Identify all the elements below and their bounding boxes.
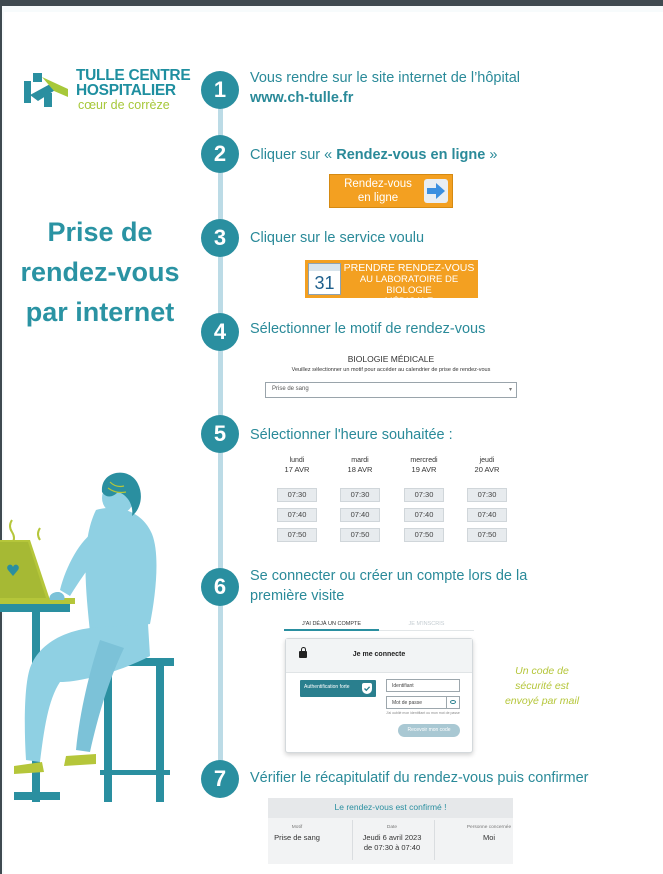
logo-line-2: HOSPITALIER (76, 82, 176, 99)
step-1-text (250, 68, 520, 108)
title-line-2: rendez-vous (20, 257, 180, 287)
lab-appointment-button[interactable] (305, 260, 478, 307)
confirm-motif-value: Prise de sang (274, 833, 320, 842)
calendar-day: 31 (314, 273, 335, 293)
code-note-line-2: sécurité est (515, 680, 569, 692)
step-4-text: Sélectionner le motif de rendez-vous (250, 321, 486, 337)
eye-icon[interactable] (446, 697, 459, 708)
page-title (10, 212, 190, 332)
day-name: jeudi (479, 457, 495, 464)
account-tabs (284, 620, 474, 632)
password-placeholder: Mot de passe (392, 700, 423, 706)
lab-label-line-3: MÉDICALE (384, 296, 434, 307)
step-2-badge: 2 (201, 135, 239, 173)
motif-panel (264, 351, 518, 401)
title-line-3: par internet (25, 297, 175, 327)
motif-subtitle: Veuillez sélectionner un motif pour accéder au calendrier de prise de rendez-vous (291, 367, 491, 373)
lab-label-line-2: AU LABORATOIRE DE BIOLOGIE (359, 274, 459, 296)
arrow-right-icon (424, 179, 448, 203)
shield-check-icon (362, 683, 372, 694)
confirmation-header: Le rendez-vous est confirmé ! (268, 798, 513, 818)
code-note-line-1: Un code de (515, 665, 569, 677)
security-code-note (492, 664, 592, 709)
step-3-badge: 3 (201, 219, 239, 257)
day-header-4 (461, 456, 513, 475)
rdv-label-line-1: Rendez-vous (344, 178, 412, 190)
step-4-badge: 4 (201, 313, 239, 351)
time-slot[interactable]: 07:30 (277, 488, 317, 502)
step-1-url[interactable] (250, 88, 520, 108)
login-card (285, 638, 473, 753)
day-name: mercredi (410, 457, 438, 464)
step-1-badge: 1 (201, 71, 239, 109)
step-3-text: Cliquer sur le service voulu (250, 230, 425, 246)
day-header-2 (334, 456, 386, 475)
step-5-badge: 5 (201, 415, 239, 453)
step-6-text (250, 566, 527, 606)
confirm-person-label: Personne concernée (466, 825, 512, 830)
confirmation-summary (268, 798, 513, 864)
confirm-date-line-2: de 07:30 à 07:40 (363, 842, 421, 852)
step-2-post: » (485, 147, 498, 163)
title-line-1: Prise de (47, 217, 153, 247)
step-7-badge: 7 (201, 760, 239, 798)
motif-select[interactable] (265, 382, 517, 398)
time-slot[interactable]: 07:50 (277, 528, 317, 542)
step-5-text: Sélectionner l'heure souhaitée : (250, 427, 453, 443)
time-slot[interactable]: 07:40 (340, 508, 380, 522)
step-1-line-1: Vous rendre sur le site internet de l’hôpital (250, 70, 521, 86)
step-6-badge: 6 (201, 568, 239, 606)
step-2-text (250, 145, 497, 165)
hospital-logo (24, 65, 194, 115)
login-title: Je me connecte (352, 651, 406, 658)
motif-title: BIOLOGIE MÉDICALE (347, 354, 435, 364)
rendez-vous-en-ligne-button[interactable] (329, 174, 453, 208)
code-note-line-3: envoyé par mail (504, 695, 580, 707)
time-slot[interactable]: 07:30 (467, 488, 507, 502)
logo-tagline: cœur de corrèze (78, 98, 170, 112)
calendar-top (309, 264, 340, 271)
step-6-line-1: Se connecter ou créer un compte lors de la (250, 568, 528, 584)
lab-label-line-1: PRENDRE RENDEZ-VOUS (343, 262, 475, 274)
step-7-text: Vérifier le récapitulatif du rendez-vous puis confirmer (250, 770, 589, 786)
confirm-person-value: Moi (482, 833, 496, 842)
step-2-bold: Rendez-vous en ligne (336, 147, 486, 163)
woman-at-laptop-illustration (0, 470, 200, 810)
logo-line-1: TULLE CENTRE (76, 67, 191, 84)
time-slot[interactable]: 07:40 (404, 508, 444, 522)
step-1-url-label: www.ch-tulle.fr (250, 90, 354, 106)
lab-button-label (342, 262, 476, 307)
step-2-pre: Cliquer sur « (250, 147, 337, 163)
confirm-date-line-1: Jeudi 6 avril 2023 (362, 833, 422, 842)
time-slot[interactable]: 07:30 (340, 488, 380, 502)
time-slot[interactable]: 07:40 (277, 508, 317, 522)
identifier-field[interactable] (386, 679, 460, 692)
day-header-3 (398, 456, 450, 475)
confirm-motif-label: Motif (291, 825, 303, 830)
day-date: 20 AVR (474, 465, 500, 474)
time-slot[interactable]: 07:40 (467, 508, 507, 522)
day-name: lundi (289, 457, 305, 464)
day-header-1 (271, 456, 323, 475)
strong-auth-button[interactable] (300, 680, 376, 697)
time-slot[interactable]: 07:50 (340, 528, 380, 542)
day-name: mardi (351, 457, 369, 464)
receive-code-button[interactable]: Recevoir mon code (398, 724, 460, 737)
forgot-link[interactable]: J'ai oublié mon identifiant ou mon mot de passe (386, 711, 460, 715)
tab-signup[interactable]: JE M'INSCRIS (379, 620, 474, 631)
password-field[interactable] (386, 696, 460, 709)
confirm-person (458, 824, 520, 843)
time-slot[interactable]: 07:50 (404, 528, 444, 542)
calendar-icon (308, 263, 341, 295)
day-date: 19 AVR (411, 465, 437, 474)
tab-existing-account[interactable]: J'AI DÉJÀ UN COMPTE (284, 620, 379, 631)
logo-mark-icon (24, 69, 72, 109)
divider (434, 820, 435, 860)
time-slot[interactable]: 07:30 (404, 488, 444, 502)
identifier-placeholder: Identifiant (392, 683, 414, 689)
strong-auth-label: Authentification forte (304, 684, 350, 690)
time-slot[interactable]: 07:50 (467, 528, 507, 542)
login-header (286, 639, 472, 673)
rdv-label-line-2: en ligne (357, 192, 399, 204)
day-date: 18 AVR (347, 465, 373, 474)
step-6-line-2: première visite (250, 588, 345, 604)
confirm-date (330, 824, 454, 852)
chevron-down-icon: ▾ (508, 387, 512, 393)
motif-select-value: Prise de sang (272, 386, 309, 392)
confirm-motif (268, 824, 326, 843)
day-date: 17 AVR (284, 465, 310, 474)
rendez-vous-button-label (334, 177, 422, 205)
confirm-date-label: Date (386, 825, 398, 830)
